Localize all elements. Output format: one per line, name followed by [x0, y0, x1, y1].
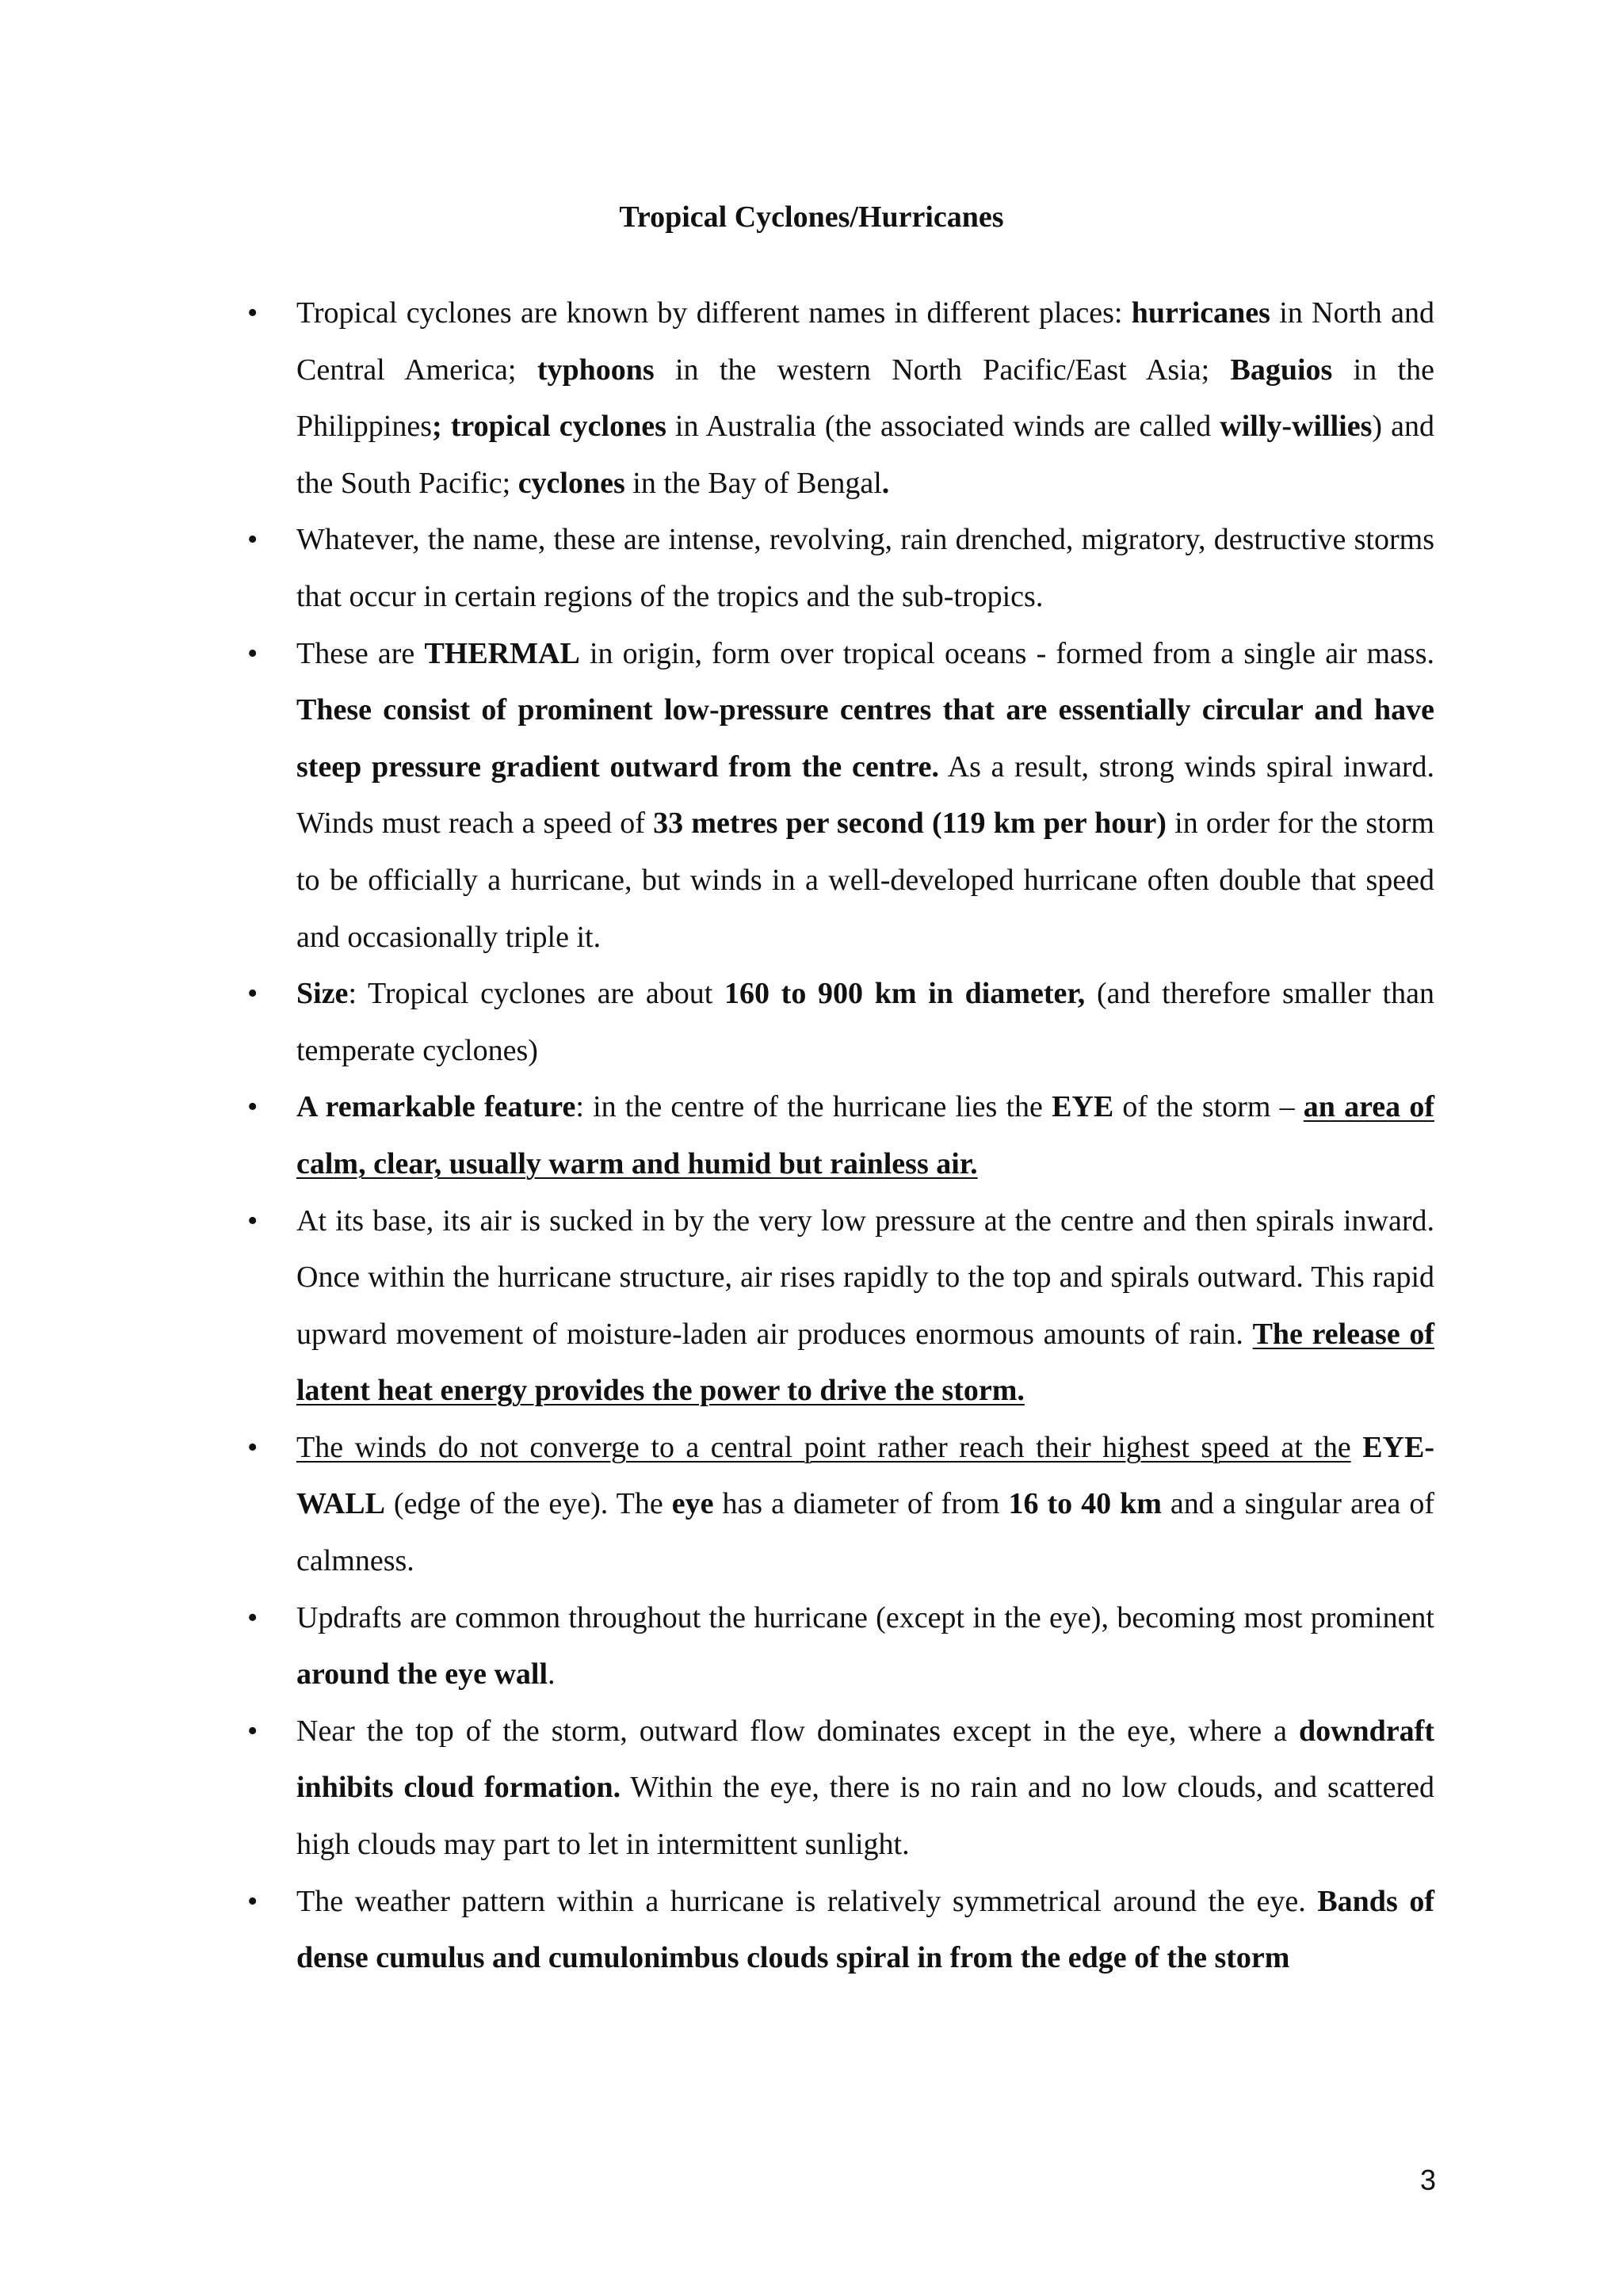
bullet-text-segment: These consist of prominent low-pressure centres that are essentially circular and have steep pressure gradient outward from the centre.: [296, 693, 1434, 784]
bullet-text-segment: around the eye wall: [296, 1657, 548, 1691]
page-number: 3: [1419, 2164, 1436, 2196]
bullet-text-segment: (and therefore smaller than temperate cyclones): [296, 977, 1434, 1067]
bullet-text-segment: Within the eye, there is no rain and no low clouds, and scattered high clouds may part to let in intermittent sunlight.: [296, 1771, 1434, 1862]
bullet-text-segment: Bands of dense cumulus and cumulonimbus clouds spiral in from the edge of the storm: [296, 1884, 1434, 1975]
bullet-item: [247, 1079, 1434, 1192]
bullet-text-segment: : in the centre of the hurricane lies the: [575, 1090, 1052, 1124]
bullet-item: [247, 512, 1434, 625]
bullet-dot-icon: •: [247, 1090, 258, 1124]
bullet-text-segment: in the Bay of Bengal: [624, 466, 882, 500]
bullet-text-segment: Baguios: [1230, 353, 1333, 387]
bullet-text-segment: in the Philippines: [296, 353, 1434, 444]
bullet-text-segment: in North and Central America;: [296, 296, 1434, 387]
bullet-text-segment: : Tropical cyclones are about: [348, 977, 724, 1011]
bullet-text-segment: in origin, form over tropical oceans - formed from a single air mass.: [579, 636, 1434, 670]
bullet-text-segment: EYE-WALL: [296, 1430, 1434, 1521]
bullet-text-segment: .: [548, 1657, 556, 1691]
bullet-text-segment: Size: [296, 977, 349, 1011]
bullet-text-segment: of the storm –: [1113, 1090, 1304, 1124]
bullet-item: [247, 1420, 1434, 1590]
bullet-text-segment: The release of latent heat energy provides the power to drive the storm.: [296, 1317, 1435, 1408]
bullet-text-segment: THERMAL: [424, 636, 580, 670]
bullet-text-segment: As a result, strong winds spiral inward. Winds must reach a speed of: [296, 749, 1434, 841]
bullet-text-segment: and a singular area of calmness.: [296, 1487, 1434, 1578]
bullet-text-segment: Near the top of the storm, outward flow dominates except in the eye, where a: [296, 1714, 1299, 1748]
bullet-text-segment: willy-willies: [1220, 410, 1373, 444]
bullet-dot-icon: •: [247, 523, 258, 557]
bullet-dot-icon: •: [247, 1600, 258, 1634]
bullet-text-segment: At its base, its air is sucked in by the very low pressure at the centre and then spirals inward. Once within the hurricane structure, air rises rapidly to the top and spirals outward. This rapid upward movement of moisture-laden air produces enormous amounts of rain.: [296, 1203, 1434, 1351]
bullet-dot-icon: •: [247, 636, 258, 670]
bullet-dot-icon: •: [247, 1203, 258, 1238]
bullet-item: [247, 1874, 1434, 1987]
bullet-text-segment: eye: [671, 1487, 714, 1521]
bullet-text-segment: EYE: [1052, 1090, 1114, 1124]
bullet-text-segment: (edge of the eye). The: [384, 1487, 672, 1521]
bullet-item: [247, 626, 1434, 967]
bullet-text-segment: typhoons: [537, 353, 655, 387]
bullet-dot-icon: •: [247, 977, 258, 1011]
bullet-text-segment: Whatever, the name, these are intense, revolving, rain drenched, migratory, destructive storms that occur in certain regions of the tropics and the sub-tropics.: [296, 523, 1434, 613]
bullet-text-segment: These are: [296, 636, 425, 670]
bullet-text-segment: The weather pattern within a hurricane is relatively symmetrical around the eye.: [296, 1884, 1318, 1918]
bullet-text-segment: 33 metres per second (119 km per hour): [653, 807, 1167, 841]
bullet-dot-icon: •: [247, 296, 258, 330]
bullet-item: [247, 1193, 1435, 1420]
bullet-dot-icon: •: [247, 1884, 258, 1918]
page-title: Tropical Cyclones/Hurricanes: [619, 200, 1004, 234]
bullet-text-segment: .: [881, 466, 890, 500]
bullet-text-segment: 160 to 900 km in diameter,: [724, 977, 1086, 1011]
bullet-dot-icon: •: [247, 1714, 258, 1748]
bullet-text-segment: in Australia (the associated winds are called: [666, 410, 1220, 444]
bullet-text-segment: 16 to 40 km: [1008, 1487, 1162, 1521]
bullet-text-segment: ; tropical cyclones: [432, 410, 666, 444]
bullet-text-segment: has a diameter of from: [713, 1487, 1009, 1521]
bullet-text-segment: The winds do not converge to a central point rather reach their highest speed at the: [296, 1430, 1351, 1464]
bullet-item: [247, 1590, 1434, 1703]
bullet-text-segment: Tropical cyclones are known by different names in different places:: [296, 296, 1132, 330]
bullet-item: [247, 285, 1434, 512]
bullet-item: [247, 966, 1434, 1079]
bullet-text-segment: cyclones: [517, 466, 625, 500]
bullet-text-segment: in order for the storm to be officially a hurricane, but winds in a well-developed hurricane often double that speed and occasionally triple it.: [296, 807, 1434, 954]
bullet-text-segment: Updrafts are common throughout the hurricane (except in the eye), becoming most prominent: [296, 1600, 1434, 1634]
bullet-item: [247, 1703, 1434, 1874]
bullet-text-segment: A remarkable feature: [296, 1090, 576, 1124]
bullet-list: [247, 285, 1435, 1987]
bullet-text-segment: ) and the South Pacific;: [296, 410, 1434, 500]
bullet-dot-icon: •: [247, 1430, 258, 1464]
bullet-text-segment: an area of calm, clear, usually warm and humid but rainless air.: [296, 1090, 1434, 1180]
bullet-text-segment: downdraft inhibits cloud formation.: [296, 1714, 1434, 1805]
bullet-text-segment: [1351, 1431, 1362, 1464]
bullet-text-segment: hurricanes: [1131, 296, 1270, 330]
bullet-text-segment: in the western North Pacific/East Asia;: [654, 353, 1231, 387]
